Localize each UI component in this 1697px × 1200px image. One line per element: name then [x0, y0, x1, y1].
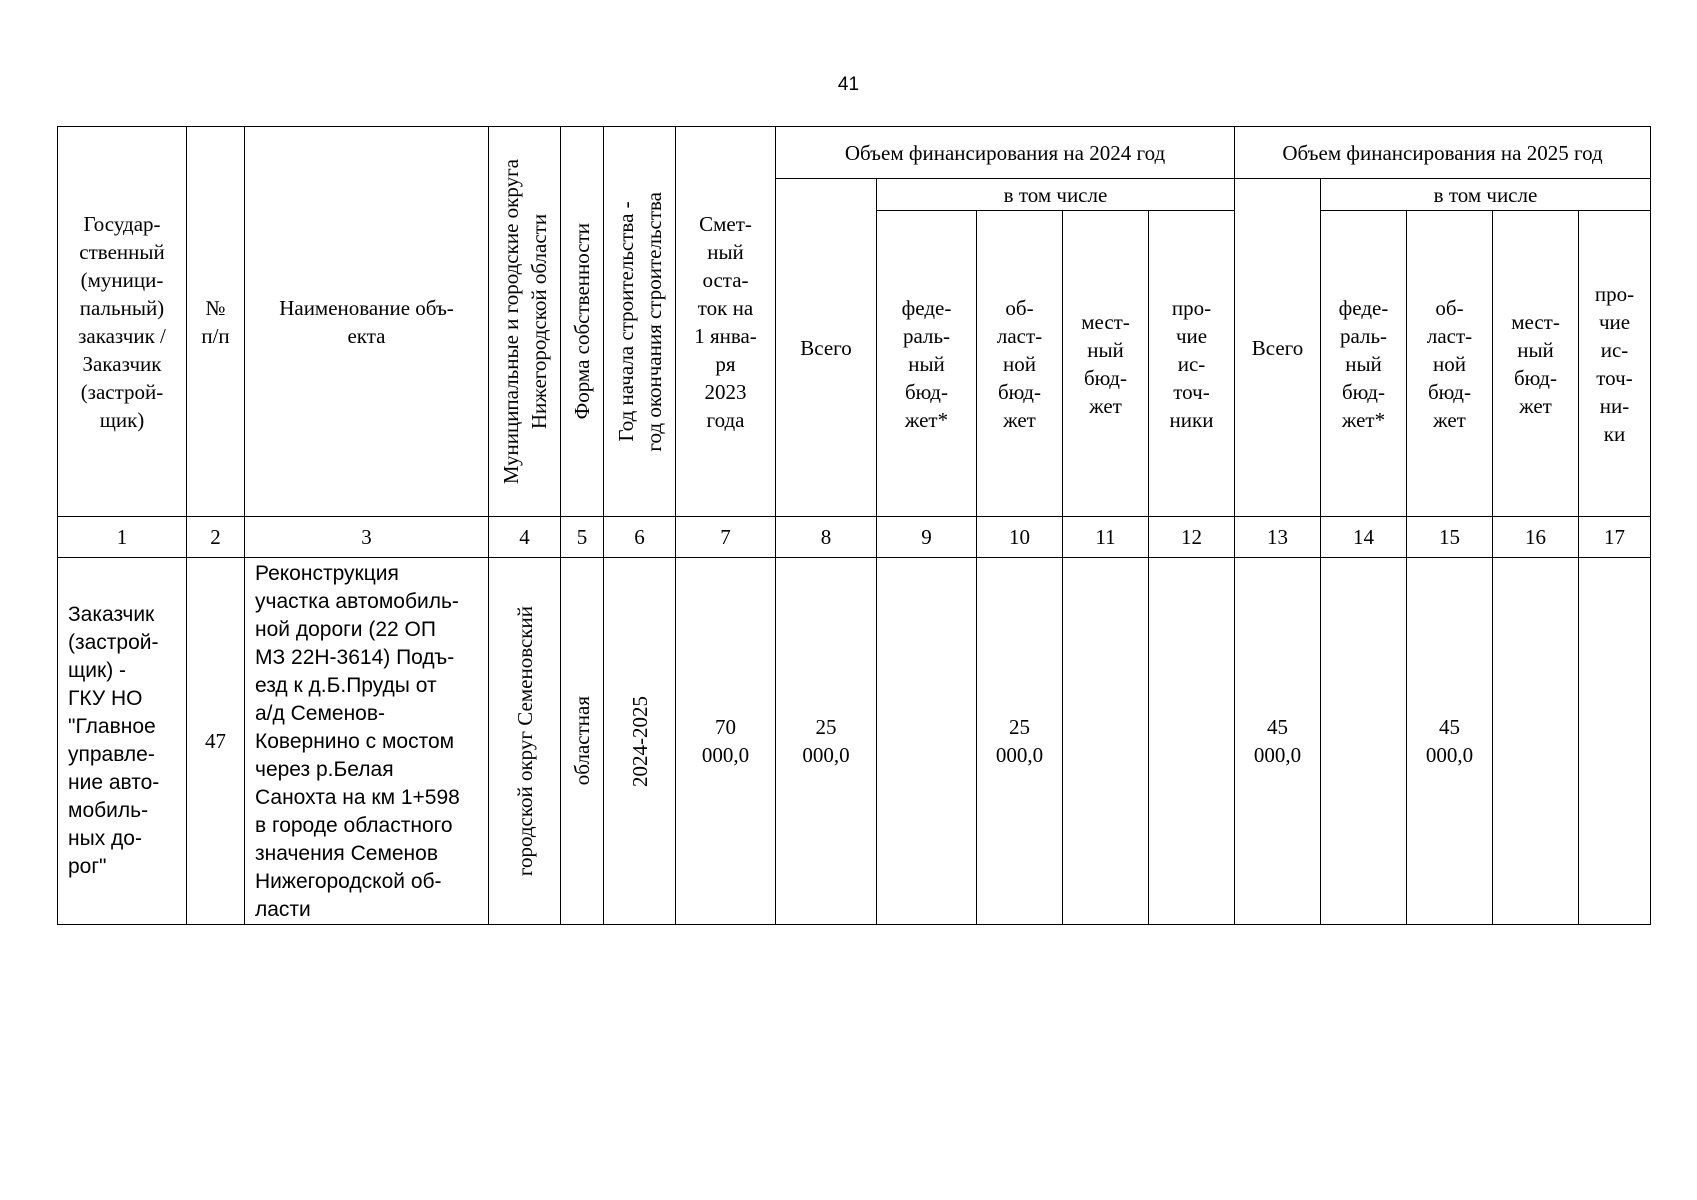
row-other-2025	[1579, 558, 1651, 925]
table-row	[58, 558, 1651, 925]
column-number: 5	[561, 517, 604, 558]
header-total-2025: Всего	[1235, 179, 1321, 517]
column-number: 16	[1493, 517, 1579, 558]
column-number: 12	[1149, 517, 1235, 558]
row-total-2025: 45 000,0	[1235, 558, 1321, 925]
header-funding-2025: Объем финансирования на 2025 год	[1235, 127, 1651, 179]
column-number: 15	[1407, 517, 1493, 558]
row-regional-2024: 25 000,0	[977, 558, 1063, 925]
header-regional-2025: об- ласт- ной бюд- жет	[1407, 211, 1493, 517]
column-number: 17	[1579, 517, 1651, 558]
row-estimate: 70 000,0	[676, 558, 776, 925]
header-row-1	[58, 127, 1651, 179]
header-federal-2024: феде- раль- ный бюд- жет*	[877, 211, 977, 517]
column-numbers-row	[58, 517, 1651, 558]
column-number: 2	[187, 517, 245, 558]
header-years-cell	[604, 127, 676, 517]
row-years-cell	[604, 558, 676, 925]
column-number: 4	[489, 517, 561, 558]
row-object-name: Реконструкция участка автомобиль- ной дороги (22 ОП МЗ 22Н-3614) Подъ- езд к д.Б.Пруды от а/д Семенов- Ковернино с мостом через р.Белая Санохта на км 1+598 в городе областного значения Семенов Нижегородской об- ласти	[245, 558, 489, 925]
row-federal-2024	[877, 558, 977, 925]
row-ownership-cell	[561, 558, 604, 925]
header-years: Год начала строительства - год окончания строительства	[613, 191, 666, 452]
column-number: 3	[245, 517, 489, 558]
header-other-2024: про- чие ис- точ- ники	[1149, 211, 1235, 517]
row-years: 2024-2025	[627, 695, 652, 787]
row-regional-2025: 45 000,0	[1407, 558, 1493, 925]
row-local-2025	[1493, 558, 1579, 925]
header-regional-2024: об- ласт- ной бюд- жет	[977, 211, 1063, 517]
header-ownership: Форма собственности	[570, 223, 594, 420]
column-number: 14	[1321, 517, 1407, 558]
column-number: 13	[1235, 517, 1321, 558]
header-federal-2025: феде- раль- ный бюд- жет*	[1321, 211, 1407, 517]
row-ownership: областная	[570, 696, 594, 786]
row-number: 47	[187, 558, 245, 925]
header-number: № п/п	[187, 127, 245, 517]
header-customer: Государ- ственный (муници- пальный) заказчик / Заказчик (застрой- щик)	[58, 127, 187, 517]
column-number: 9	[877, 517, 977, 558]
row-total-2024: 25 000,0	[776, 558, 877, 925]
header-funding-2024: Объем финансирования на 2024 год	[776, 127, 1235, 179]
column-number: 1	[58, 517, 187, 558]
header-municipality: Муниципальные и городские округа Нижегородской области	[498, 158, 551, 485]
header-other-2025: про- чие ис- точ- ни- ки	[1579, 211, 1651, 517]
row-municipality-cell	[489, 558, 561, 925]
header-estimate: Смет- ный оста- ток на 1 янва- ря 2023 года	[676, 127, 776, 517]
row-local-2024	[1063, 558, 1149, 925]
header-including-2025: в том числе	[1321, 179, 1651, 211]
header-ownership-cell	[561, 127, 604, 517]
header-local-2024: мест- ный бюд- жет	[1063, 211, 1149, 517]
column-number: 7	[676, 517, 776, 558]
financing-table	[57, 126, 1651, 925]
row-municipality: городской округ Семеновский	[512, 605, 537, 877]
page-number: 41	[837, 74, 860, 95]
row-other-2024	[1149, 558, 1235, 925]
column-number: 10	[977, 517, 1063, 558]
column-number: 11	[1063, 517, 1149, 558]
column-number: 6	[604, 517, 676, 558]
row-federal-2025	[1321, 558, 1407, 925]
row-customer: Заказчик (застрой- щик) - ГКУ НО "Главное управле- ние авто- мобиль- ных до- рог"	[58, 558, 187, 925]
column-number: 8	[776, 517, 877, 558]
header-local-2025: мест- ный бюд- жет	[1493, 211, 1579, 517]
header-including-2024: в том числе	[877, 179, 1235, 211]
header-municipality-cell	[489, 127, 561, 517]
header-object-name: Наименование объ- екта	[245, 127, 489, 517]
header-total-2024: Всего	[776, 179, 877, 517]
